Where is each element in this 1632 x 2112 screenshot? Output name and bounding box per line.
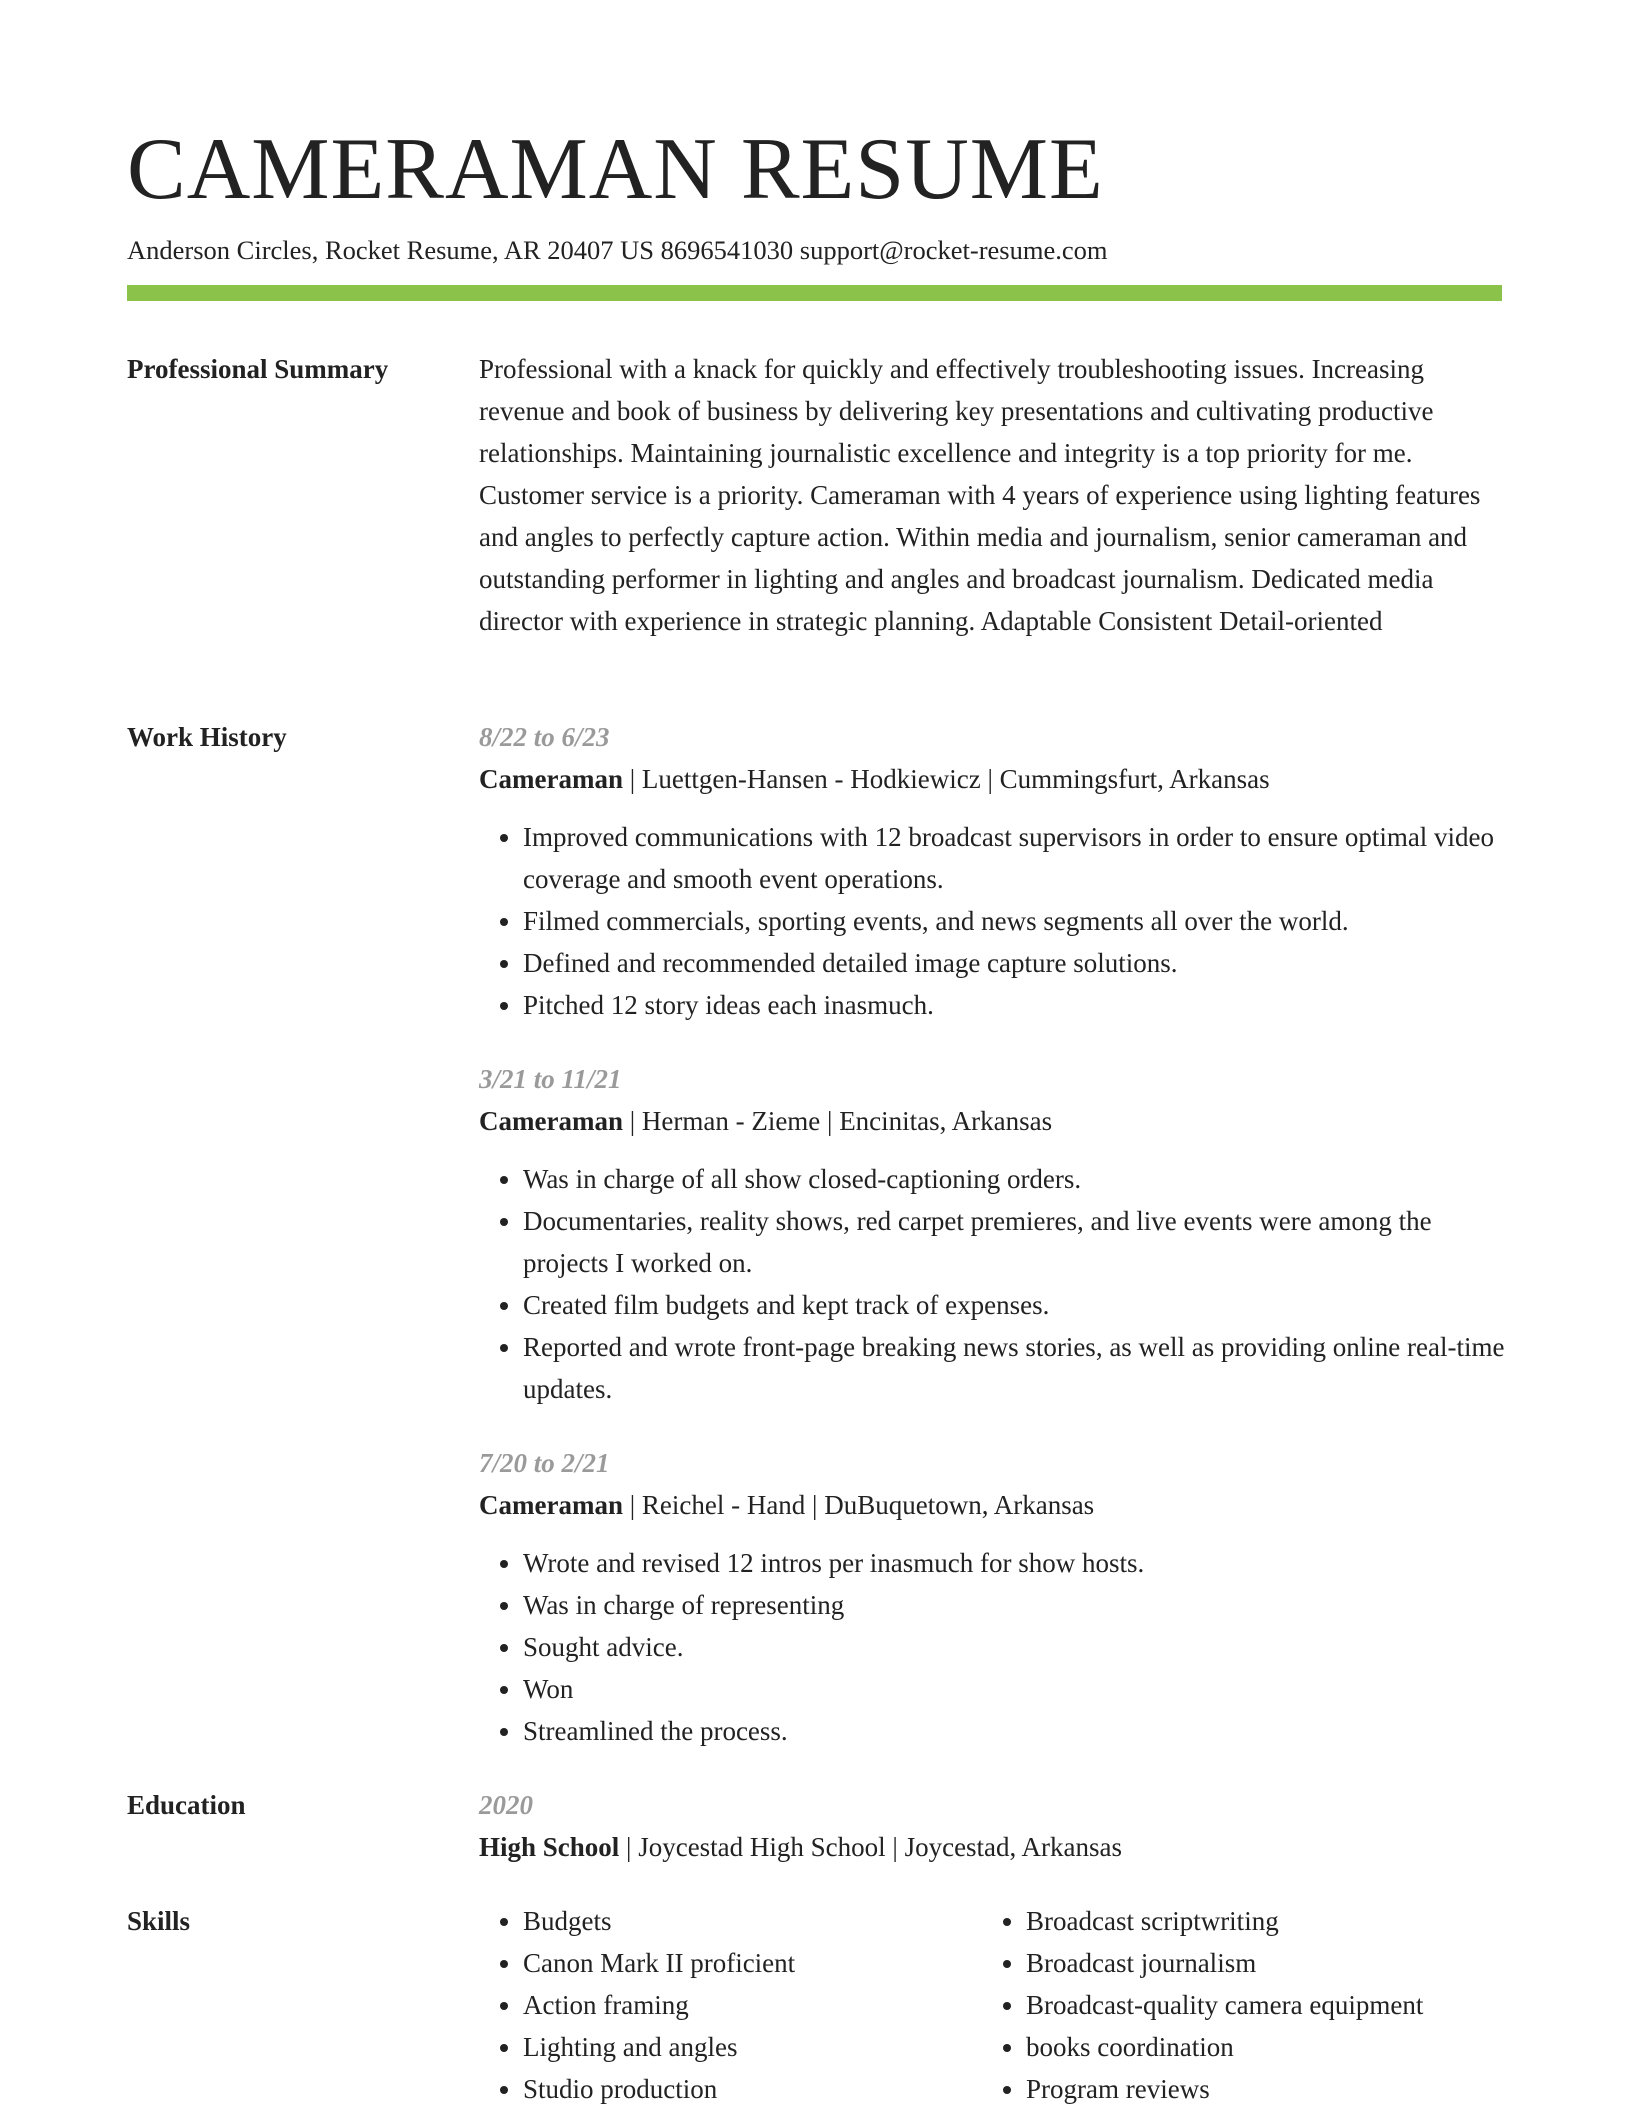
education-heading [479, 1826, 1509, 1868]
job-bullet-list [479, 1542, 1509, 1752]
job-bullet: • Defined and recommended detailed image capture solutions. [523, 942, 1509, 984]
job-bullet: • Streamlined the process. [523, 1710, 1509, 1752]
job-bullet: • Pitched 12 story ideas each inasmuch. [523, 984, 1509, 1026]
job-bullet: • Documentaries, reality shows, red carpet premieres, and live events were among the projects I worked on. [523, 1200, 1509, 1284]
summary-section [479, 348, 1509, 642]
skill-item: • Studio production [523, 2068, 983, 2110]
job-bullet: • Was in charge of representing [523, 1584, 1509, 1626]
skill-item: • Action framing [523, 1984, 983, 2026]
contact-line: Anderson Circles, Rocket Resume, AR 20407 US 8696541030 support@rocket-resume.com [127, 235, 1108, 265]
job-bullet-list [479, 1158, 1509, 1410]
job-heading [479, 1484, 1509, 1526]
skill-item: • Broadcast scriptwriting [1026, 1900, 1486, 1942]
job-entry [479, 1058, 1509, 1410]
job-bullet: • Reported and wrote front-page breaking news stories, as well as providing online real-time updates. [523, 1326, 1509, 1410]
skill-item: • Program reviews [1026, 2068, 1486, 2110]
job-bullet: • Created film budgets and kept track of expenses. [523, 1284, 1509, 1326]
job-bullet-list [479, 816, 1509, 1026]
job-entry [479, 716, 1509, 1026]
job-bullet: • Wrote and revised 12 intros per inasmuch for show hosts. [523, 1542, 1509, 1584]
job-heading [479, 1100, 1509, 1142]
summary-text: Professional with a knack for quickly and effectively troubleshooting issues. Increasing revenue and book of business by delivering key presentations and cultivating productive relationships. Maintaining journalistic excellence and integrity is a top priority for me. Customer service is a priority. Cameraman with 4 years of experience using lighting features and angles to perfectly capture action. Within media and journalism, senior cameraman and outstanding performer in lighting and angles and broadcast journalism. Dedicated media director with experience in strategic planning. Adaptable Consistent Detail-oriented [479, 354, 1481, 636]
resume-title: CAMERAMAN RESUME [127, 121, 1104, 218]
job-dates: 7/20 to 2/21 [479, 1448, 610, 1478]
education-school-location: | Joycestad High School | Joycestad, Arkansas [619, 1832, 1123, 1862]
skill-item: • Budgets [523, 1900, 983, 1942]
job-bullet: • Improved communications with 12 broadcast supervisors in order to ensure optimal video coverage and smooth event operations. [523, 816, 1509, 900]
skills-list-left [479, 1900, 983, 2110]
education-year: 2020 [479, 1790, 533, 1820]
job-title: Cameraman [479, 1490, 623, 1520]
job-employer-location: | Herman - Zieme | Encinitas, Arkansas [622, 1106, 1053, 1136]
skill-item: • Canon Mark II proficient [523, 1942, 983, 1984]
skills-list-right [982, 1900, 1486, 2110]
section-label-work-history: Work History [127, 722, 287, 752]
job-dates: 3/21 to 11/21 [479, 1064, 622, 1094]
education-degree: High School [479, 1832, 620, 1862]
skills-section [479, 1900, 1509, 2110]
skill-item: • Lighting and angles [523, 2026, 983, 2068]
job-bullet: • Won [523, 1668, 1509, 1710]
job-bullet: • Filmed commercials, sporting events, and news segments all over the world. [523, 900, 1509, 942]
skill-item: • Broadcast-quality camera equipment [1026, 1984, 1486, 2026]
skill-item: • Broadcast journalism [1026, 1942, 1486, 1984]
job-title: Cameraman [479, 764, 623, 794]
job-employer-location: | Luettgen-Hansen - Hodkiewicz | Cummingsfurt, Arkansas [622, 764, 1270, 794]
job-heading [479, 758, 1509, 800]
job-bullet: • Sought advice. [523, 1626, 1509, 1668]
section-label-skills: Skills [127, 1906, 191, 1936]
accent-divider [127, 285, 1502, 301]
skill-item: • books coordination [1026, 2026, 1486, 2068]
job-employer-location: | Reichel - Hand | DuBuquetown, Arkansas [622, 1490, 1095, 1520]
education-entry [479, 1784, 1509, 1868]
job-bullet: • Was in charge of all show closed-captioning orders. [523, 1158, 1509, 1200]
section-label-education: Education [127, 1790, 246, 1820]
section-label-summary: Professional Summary [127, 354, 389, 384]
job-title: Cameraman [479, 1106, 623, 1136]
job-entry [479, 1442, 1509, 1752]
job-dates: 8/22 to 6/23 [479, 722, 610, 752]
